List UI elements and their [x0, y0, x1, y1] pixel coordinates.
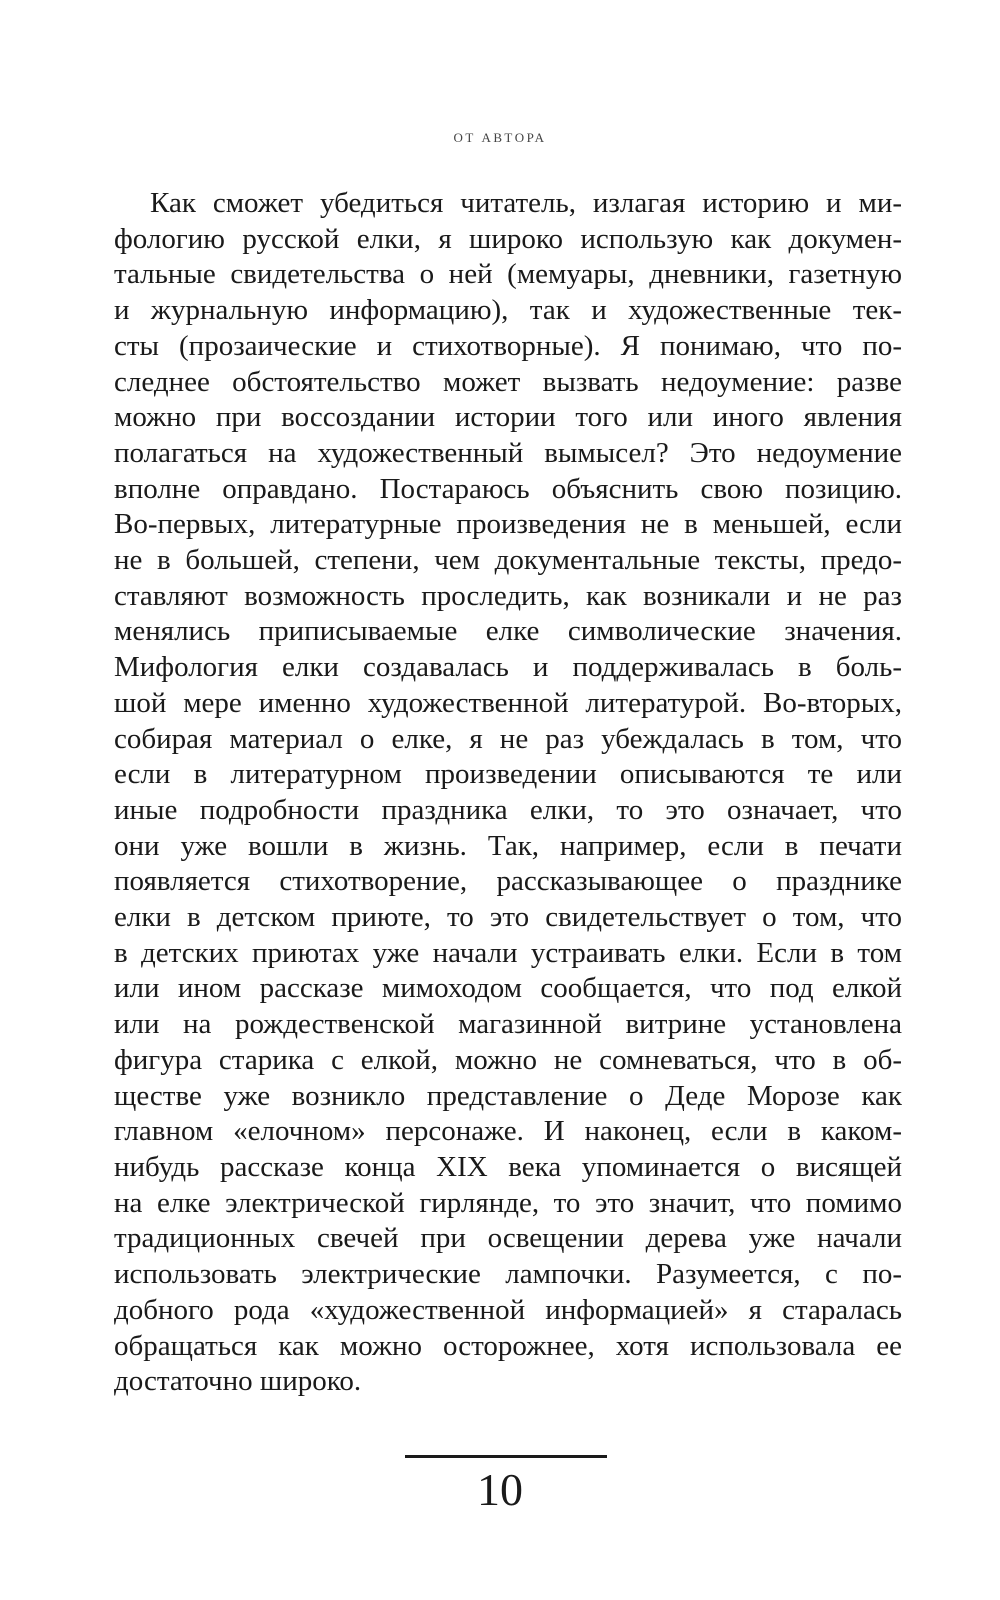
text-line: собирая материал о елке, я не раз убеждалась в том, что — [114, 722, 902, 755]
text-line: следнее обстоятельство может вызвать недоумение: разве — [114, 365, 902, 398]
text-line: иные подробности праздника елки, то это означает, что — [114, 793, 902, 826]
text-line: на елке электрической гирлянде, то это значит, что помимо — [114, 1186, 902, 1219]
text-line: нибудь рассказе конца XIX века упоминается о висящей — [114, 1150, 902, 1183]
text-line: Как сможет убедиться читатель, излагая историю и ми- — [150, 187, 902, 219]
text-line: традиционных свечей при освещении дерева уже начали — [114, 1222, 902, 1255]
text-line: если в литературном произведении описываются те или — [114, 758, 902, 791]
text-line: фигура старика с елкой, можно не сомневаться, что в об- — [114, 1043, 902, 1076]
text-line: не в большей, степени, чем документальные тексты, предо- — [114, 544, 902, 577]
text-line: использовать электрические лампочки. Разумеется, с по- — [114, 1258, 902, 1291]
text-line: появляется стихотворение, рассказывающее о празднике — [114, 865, 902, 898]
text-line: главном «елочном» персонаже. И наконец, если в каком- — [114, 1115, 902, 1148]
page-number: 10 — [477, 1464, 523, 1515]
text-line: шой мере именно художественной литературой. Во-вторых, — [114, 686, 902, 719]
body-paragraph — [114, 186, 902, 1400]
text-line: можно при воссоздании истории того или иного явления — [114, 401, 902, 434]
text-line: менялись приписываемые елке символические значения. — [114, 615, 902, 648]
text-line: елки в детском приюте, то это свидетельствует о том, что — [114, 901, 902, 934]
text-line: вполне оправдано. Постараюсь объяснить свою позицию. — [114, 472, 902, 505]
text-line: или на рождественской магазинной витрине установлена — [114, 1008, 902, 1041]
text-line: или ином рассказе мимоходом сообщается, что под елкой — [114, 972, 902, 1005]
text-line: Во-первых, литературные произведения не в меньшей, если — [114, 508, 902, 541]
text-line: полагаться на художественный вымысел? Это недоумение — [114, 436, 902, 469]
text-line: они уже вошли в жизнь. Так, например, если в печати — [114, 829, 902, 862]
text-line: ществе уже возникло представление о Деде Морозе как — [114, 1079, 902, 1112]
text-line: обращаться как можно осторожнее, хотя использовала ее — [114, 1329, 902, 1362]
running-head: ОТ АВТОРА — [453, 130, 547, 145]
text-line: сты (прозаические и стихотворные). Я понимаю, что по- — [114, 329, 902, 362]
text-line: в детских приютах уже начали устраивать елки. Если в том — [114, 936, 902, 969]
text-line: достаточно широко. — [114, 1365, 362, 1398]
text-line: фологию русской елки, я широко использую как докумен- — [114, 222, 902, 255]
text-line: и журнальную информацию), так и художественные тек- — [114, 294, 902, 327]
text-line: тальные свидетельства о ней (мемуары, дневники, газетную — [114, 258, 902, 291]
footer-rule — [405, 1455, 607, 1458]
text-line: добного рода «художественной информацией» я старалась — [114, 1293, 902, 1326]
text-line: Мифология елки создавалась и поддерживалась в боль- — [114, 651, 902, 684]
text-line: ставляют возможность проследить, как возникали и не раз — [114, 579, 902, 612]
